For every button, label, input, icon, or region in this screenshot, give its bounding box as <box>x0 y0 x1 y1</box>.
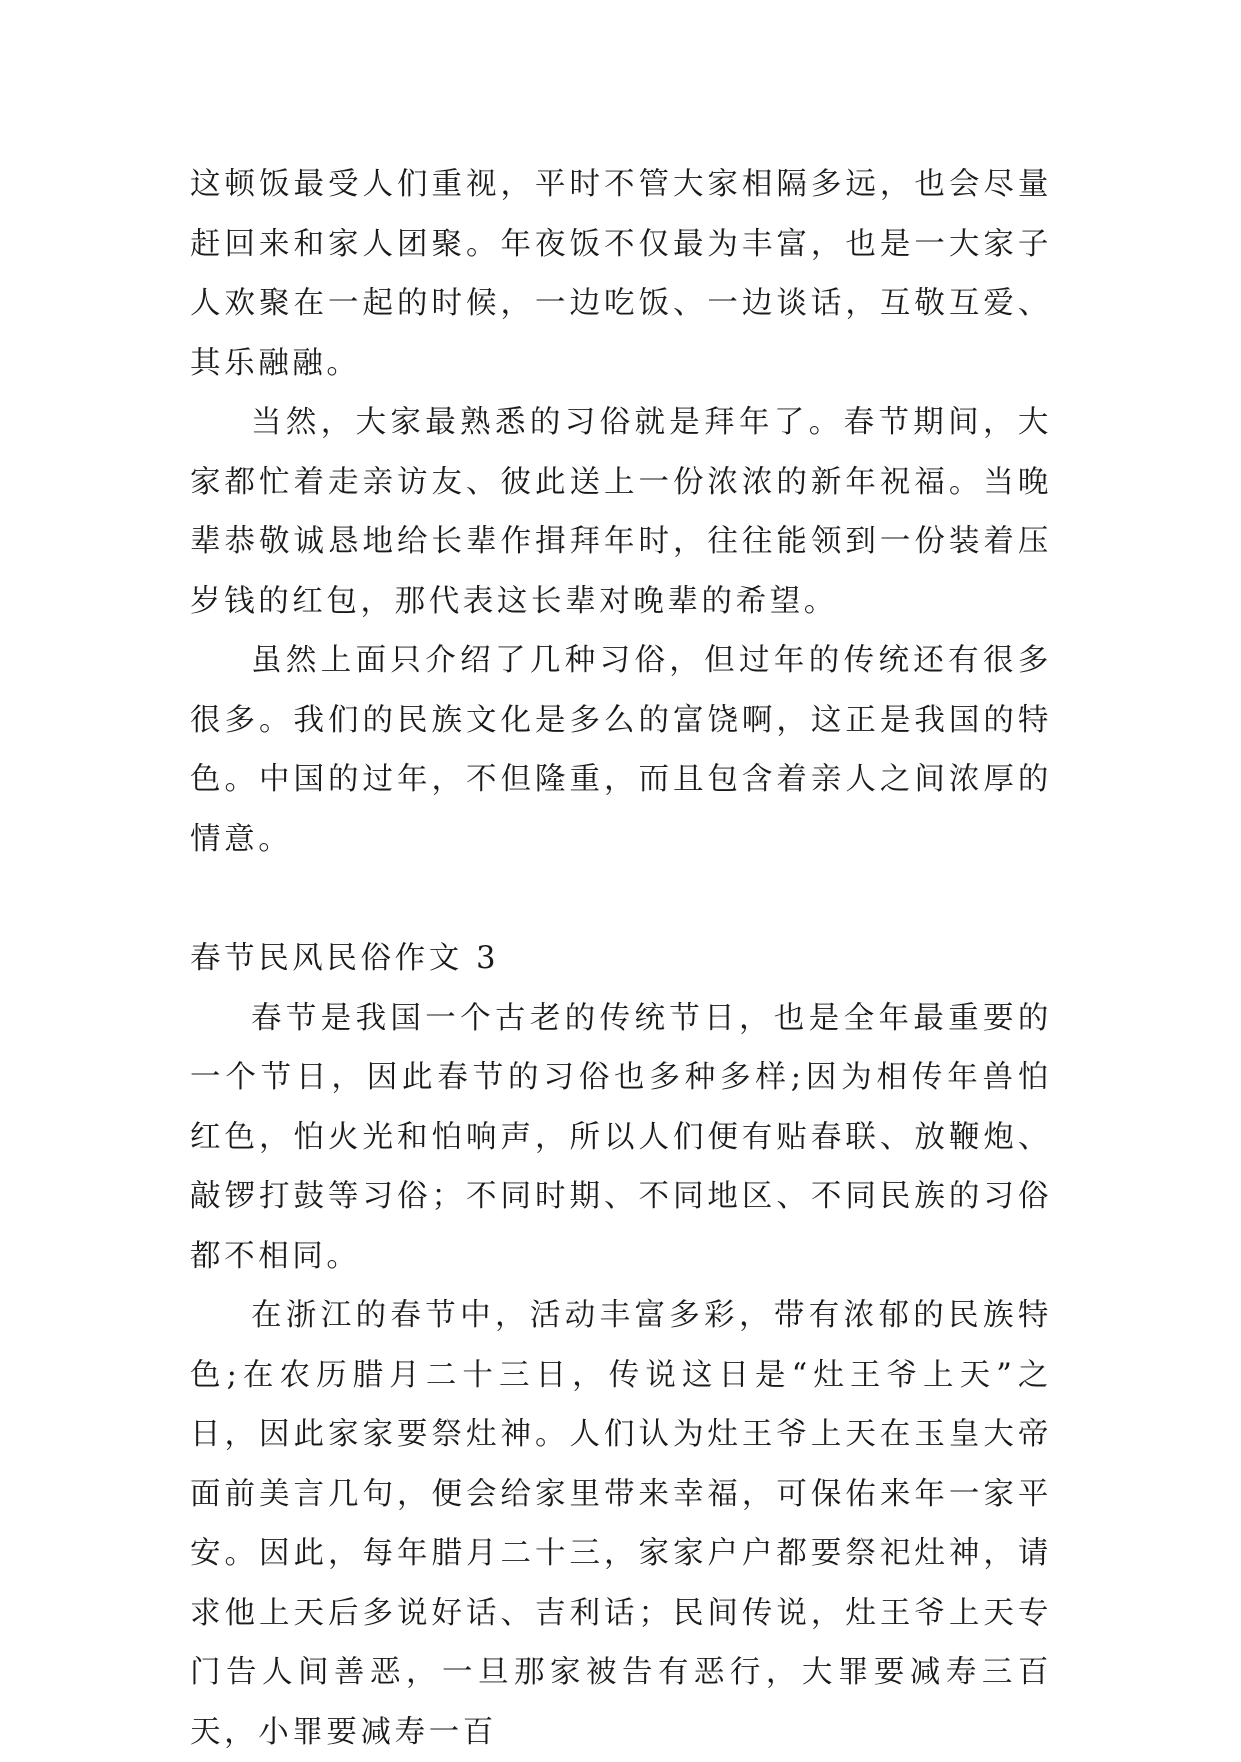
paragraph-zhejiang-customs: 在浙江的春节中，活动丰富多彩，带有浓郁的民族特色;在农历腊月二十三日，传说这日是“灶王爷上天”之日，因此家家要祭灶神。人们认为灶王爷上天在玉皇大帝面前美言几句，便会给家里带来幸福，可保佑来年一家平安。因此，每年腊月二十三，家家户户都要祭祀灶神，请求他上天后多说好话、吉利话；民间传说，灶王爷上天专门告人间善恶，一旦那家被告有恶行，大罪要减寿三百天，小罪要减寿一百 <box>190 1298 1052 1750</box>
document-body <box>190 155 1052 1762</box>
section-heading: 春节民风民俗作文 3 <box>190 941 500 976</box>
paragraph-new-year-dinner: 这顿饭最受人们重视，平时不管大家相隔多远，也会尽量赶回来和家人团聚。年夜饭不仅最为丰富，也是一大家子人欢聚在一起的时候，一边吃饭、一边谈话，互敬互爱、其乐融融。 <box>190 167 1052 381</box>
paragraph-new-year-greetings: 当然，大家最熟悉的习俗就是拜年了。春节期间，大家都忙着走亲访友、彼此送上一份浓浓的新年祝福。当晚辈恭敬诚恳地给长辈作揖拜年时，往往能领到一份装着压岁钱的红包，那代表这长辈对晚辈的希望。 <box>190 405 1052 619</box>
paragraph-traditions-summary: 虽然上面只介绍了几种习俗，但过年的传统还有很多很多。我们的民族文化是多么的富饶啊，这正是我国的特色。中国的过年，不但隆重，而且包含着亲人之间浓厚的情意。 <box>190 643 1052 857</box>
paragraph-spring-festival-intro: 春节是我国一个古老的传统节日，也是全年最重要的一个节日，因此春节的习俗也多种多样;因为相传年兽怕红色，怕火光和怕响声，所以人们便有贴春联、放鞭炮、敲锣打鼓等习俗；不同时期、不同地区、不同民族的习俗都不相同。 <box>190 1000 1052 1274</box>
